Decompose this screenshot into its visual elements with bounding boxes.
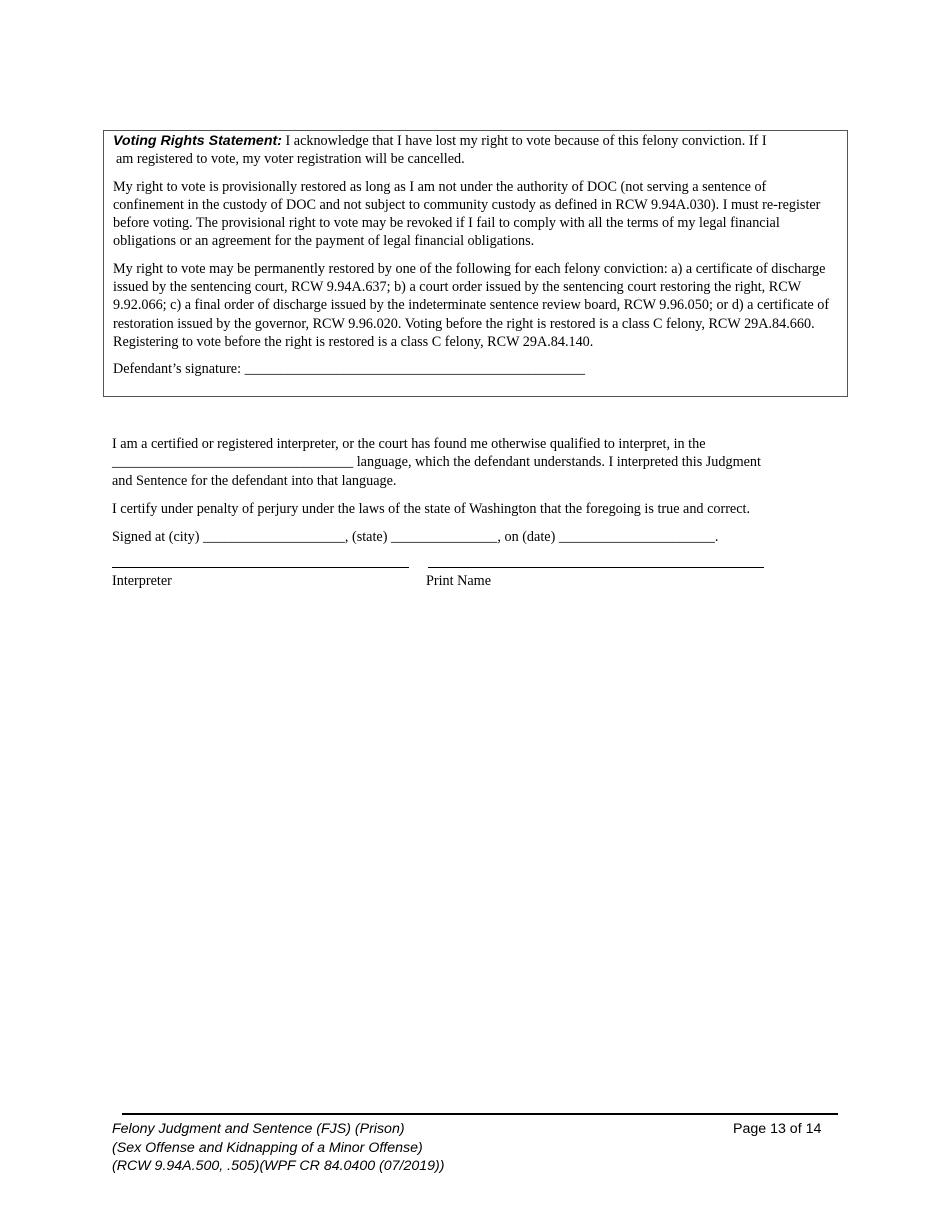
interpreter-signature-row bbox=[112, 560, 832, 600]
footer-divider bbox=[122, 1113, 838, 1115]
interpreter-signature-rule bbox=[112, 567, 409, 568]
defendant-signature-line: Defendant’s signature: ________________________________________________ bbox=[113, 361, 586, 378]
print-name-rule bbox=[428, 567, 764, 568]
interpreter-label: Interpreter bbox=[112, 573, 172, 589]
footer-line-3: (RCW 9.94A.500, .505)(WPF CR 84.0400 (07/2019)) bbox=[112, 1158, 445, 1174]
voting-rights-para-1-line-2: am registered to vote, my voter registration will be cancelled. bbox=[116, 151, 465, 168]
footer-line-1: Felony Judgment and Sentence (FJS) (Prison) bbox=[112, 1121, 405, 1137]
voting-rights-para-2: My right to vote is provisionally restored as long as I am not under the authority of DOC (not serving a sentence of confinement in the custody of DOC and not subject to community custody as defined in RCW 9.94A.030). I must re-register before voting. The provisional right to vote may be revoked if I fail to comply with all the terms of my legal financial obligations or an agreement for the payment of legal financial obligations. bbox=[113, 178, 821, 250]
interpreter-para-1-line-3: and Sentence for the defendant into that language. bbox=[112, 472, 397, 489]
print-name-label: Print Name bbox=[426, 573, 492, 589]
footer-line-2: (Sex Offense and Kidnapping of a Minor Offense) bbox=[112, 1139, 423, 1156]
voting-rights-para-1 bbox=[113, 132, 838, 169]
footer-form-title bbox=[112, 1120, 445, 1176]
voting-rights-box bbox=[103, 130, 848, 397]
perjury-certification: I certify under penalty of perjury under the laws of the state of Washington that the foregoing is true and correct. bbox=[112, 500, 750, 517]
voting-rights-heading: Voting Rights Statement: bbox=[113, 133, 282, 149]
voting-rights-para-1-line-1: I acknowledge that I have lost my right to vote because of this felony conviction. If I bbox=[281, 133, 767, 149]
voting-rights-para-3: My right to vote may be permanently restored by one of the following for each felony conviction: a) a certificate of discharge issued by the sentencing court, RCW 9.94A.637; b) a court order issued by the sentencing court restoring the right, RCW 9.92.066; c) a final order of discharge issued by the indeterminate sentence review board, RCW 9.96.050; or d) a certificate of restoration issued by the governor, RCW 9.96.020. Voting before the right is restored is a class C felony, RCW 29A.84.660. Registering to vote before the right is restored is a class C felony, RCW 29A.84.140. bbox=[113, 260, 830, 350]
page-number: Page 13 of 14 bbox=[733, 1121, 822, 1137]
interpreter-para-1-line-1: I am a certified or registered interpreter, or the court has found me otherwise qualified to interpret, in the bbox=[112, 436, 706, 452]
interpreter-para-1-line-2: __________________________________ language, which the defendant understands. I interpreted this Judgment bbox=[112, 454, 761, 471]
interpreter-para-1 bbox=[112, 435, 832, 490]
interpreter-section bbox=[112, 435, 832, 546]
signed-at-line: Signed at (city) ____________________, (state) _______________, on (date) ______________________. bbox=[112, 529, 719, 546]
